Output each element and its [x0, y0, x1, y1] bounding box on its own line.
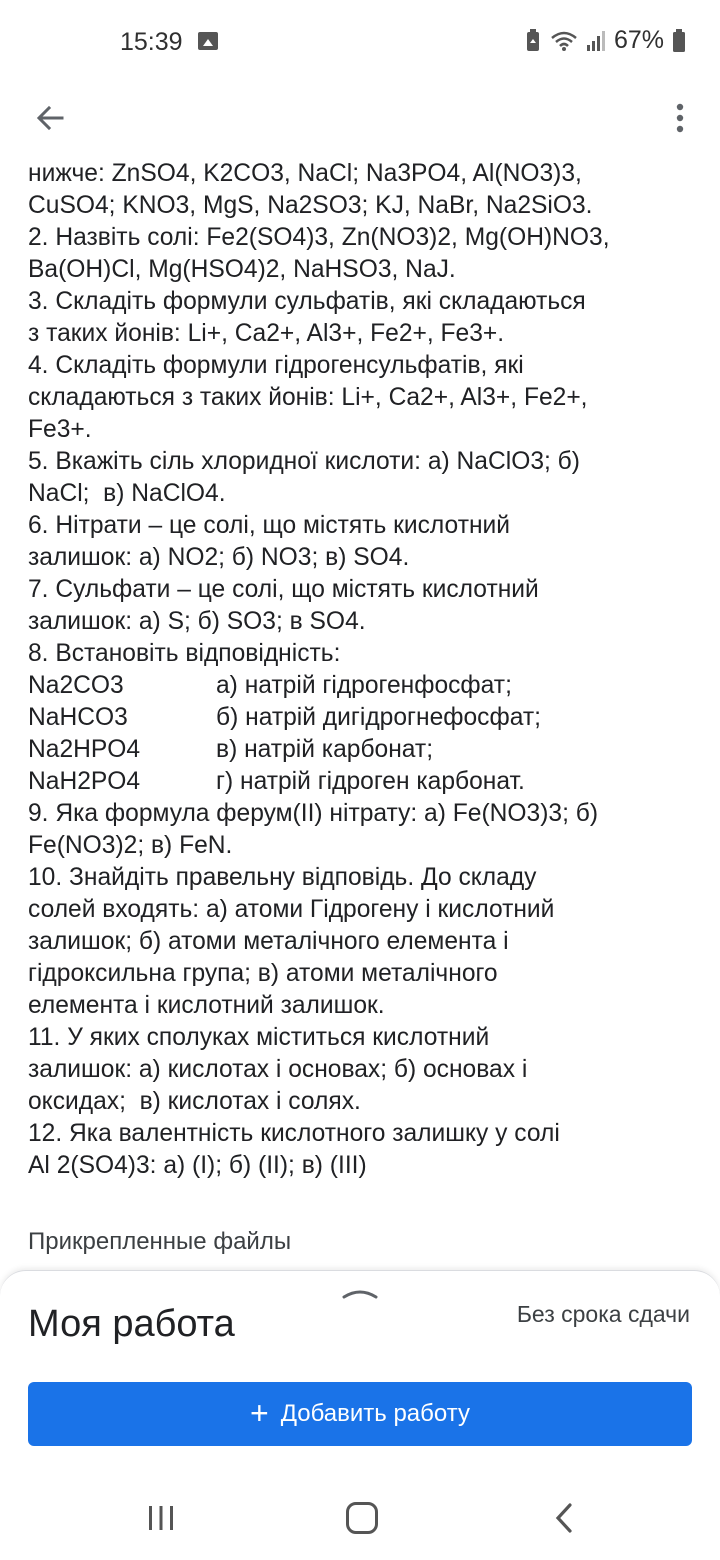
- text-line: залишок; б) атоми металічного елемента і: [28, 928, 509, 955]
- arrow-back-icon: [34, 102, 66, 134]
- status-time: 15:39: [120, 28, 183, 56]
- text-line: 9. Яка формула ферум(ІІ) нітрату: а) Fe(NO3)3; б): [28, 800, 599, 827]
- image-notification-icon: [198, 32, 218, 50]
- text-line: залишок: а) S; б) SO3; в SO4.: [28, 608, 366, 635]
- matching-formula: NaH2PO4: [28, 768, 141, 795]
- chevron-up-icon[interactable]: [340, 1285, 380, 1301]
- text-line: 8. Встановіть відповідність:: [28, 640, 341, 667]
- text-line: 7. Сульфати – це солі, що містять кислотний: [28, 576, 539, 603]
- text-line: гідроксильна група; в) атоми металічного: [28, 960, 498, 987]
- battery-percent: 67%: [613, 26, 664, 54]
- text-line: 11. У яких сполуках міститься кислотний: [28, 1024, 490, 1051]
- matching-formula: Na2CO3: [28, 672, 124, 699]
- more-vert-icon: [676, 103, 684, 133]
- more-options-button[interactable]: [660, 94, 700, 142]
- matching-name: г) натрій гідроген карбонат.: [216, 768, 525, 795]
- matching-row: [28, 702, 698, 734]
- attached-files-heading: Прикрепленные файлы: [28, 1228, 292, 1255]
- matching-row: [28, 734, 698, 766]
- assignment-description: [28, 158, 698, 1182]
- text-line: складаються з таких йонів: Li+, Ca2+, Al3+, Fe2+,: [28, 384, 588, 411]
- add-work-label: Добавить работу: [280, 1400, 470, 1427]
- matching-row: [28, 670, 698, 702]
- matching-name: в) натрій карбонат;: [216, 736, 434, 763]
- text-line: з таких йонів: Li+, Ca2+, Al3+, Fe2+, Fe3+.: [28, 320, 505, 347]
- text-line: елемента і кислотний залишок.: [28, 992, 385, 1019]
- due-date-label: Без срока сдачи: [516, 1301, 690, 1327]
- status-bar: [0, 0, 720, 84]
- text-line: 10. Знайдіть правельну відповідь. До складу: [28, 864, 537, 891]
- matching-formula: NaHCO3: [28, 704, 128, 731]
- text-line: CuSO4; KNO3, MgS, Na2SO3; KJ, NaBr, Na2SiO3.: [28, 192, 593, 219]
- add-work-button[interactable]: [28, 1382, 692, 1446]
- battery-icon: [672, 29, 686, 53]
- matching-name: а) натрій гідрогенфосфат;: [216, 672, 512, 699]
- recent-apps-icon[interactable]: [146, 1504, 176, 1532]
- battery-saver-icon: [524, 29, 542, 53]
- text-line: 3. Складіть формули сульфатів, які складаються: [28, 288, 586, 315]
- text-line: нижче: ZnSO4, K2CO3, NaCl; Na3PO4, Al(NO3)3,: [28, 160, 582, 187]
- app-bar: [0, 84, 720, 152]
- text-line: NaCl; в) NaClO4.: [28, 480, 226, 507]
- system-nav-bar: [0, 1480, 720, 1560]
- text-line: Fe3+.: [28, 416, 92, 443]
- matching-formula: Na2HPO4: [28, 736, 141, 763]
- text-line: солей входять: а) атоми Гідрогену і кислотний: [28, 896, 555, 923]
- text-line: 12. Яка валентність кислотного залишку у солі: [28, 1120, 560, 1147]
- status-icons: [524, 26, 686, 55]
- text-line: оксидах; в) кислотах і солях.: [28, 1088, 361, 1115]
- signal-icon: [586, 30, 606, 52]
- nav-back-icon[interactable]: [552, 1502, 576, 1534]
- matching-name: б) натрій дигідрогнефосфат;: [216, 704, 541, 731]
- back-button[interactable]: [26, 94, 74, 142]
- text-line: залишок: а) кислотах і основах; б) основах і: [28, 1056, 528, 1083]
- text-line: 2. Назвіть солі: Fe2(SO4)3, Zn(NO3)2, Mg(OH)NO3,: [28, 224, 610, 251]
- plus-icon: +: [250, 1394, 269, 1431]
- text-line: 6. Нітрати – це солі, що містять кислотний: [28, 512, 511, 539]
- wifi-icon: [550, 30, 578, 52]
- text-line: залишок: а) NO2; б) NO3; в) SO4.: [28, 544, 410, 571]
- matching-row: [28, 766, 698, 798]
- text-line: Fe(NO3)2; в) FeN.: [28, 832, 233, 859]
- my-work-title: Моя работа: [28, 1303, 235, 1345]
- home-icon[interactable]: [346, 1502, 378, 1534]
- text-line: 4. Складіть формули гідрогенсульфатів, які: [28, 352, 524, 379]
- text-line: 5. Вкажіть сіль хлоридної кислоти: а) NaClO3; б): [28, 448, 580, 475]
- text-line: Al 2(SO4)3: а) (І); б) (ІІ); в) (ІІІ): [28, 1152, 367, 1179]
- text-line: Ba(OH)Cl, Mg(HSO4)2, NaHSO3, NaJ.: [28, 256, 456, 283]
